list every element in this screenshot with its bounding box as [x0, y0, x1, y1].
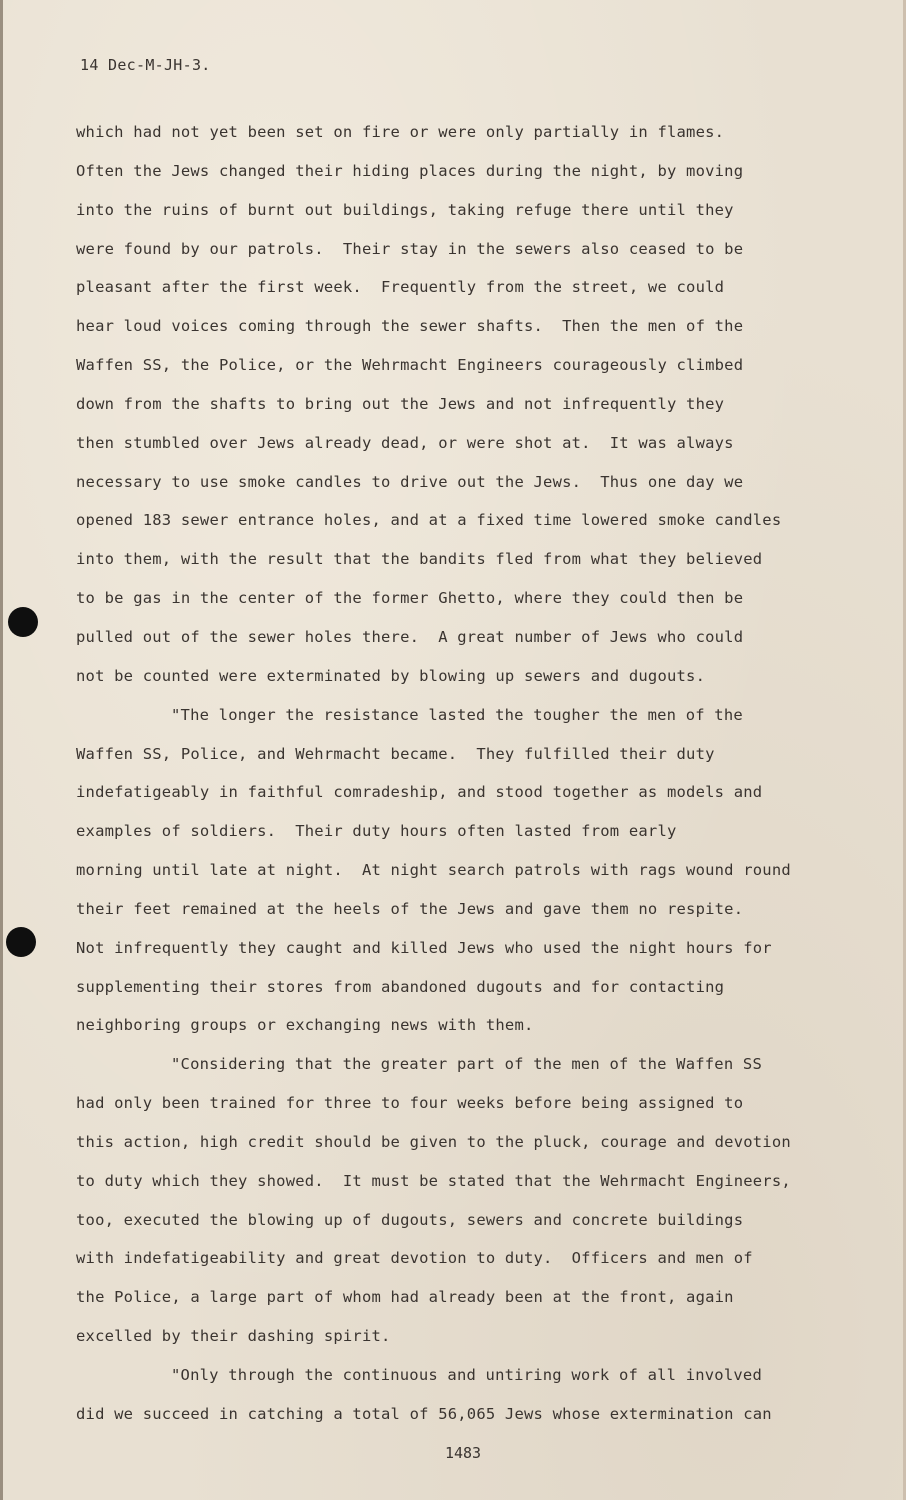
typed-body-text — [76, 113, 836, 1434]
text-line: hear loud voices coming through the sewer shafts. Then the men of the — [76, 317, 744, 336]
paragraph-start-line: "Only through the continuous and untiring work of all involved — [171, 1366, 762, 1384]
text-line: indefatigeably in faithful comradeship, and stood together as models and — [76, 783, 763, 802]
text-line: had only been trained for three to four weeks before being assigned to — [76, 1094, 744, 1113]
text-line: down from the shafts to bring out the Jews and not infrequently they — [76, 394, 725, 413]
text-line: examples of soldiers. Their duty hours often lasted from early — [76, 822, 677, 841]
document-reference-header: 14 Dec-M-JH-3. — [80, 56, 211, 74]
text-line: did we succeed in catching a total of 56,065 Jews whose extermination can — [76, 1404, 772, 1423]
page-number: 1483 — [444, 1444, 482, 1462]
text-line: excelled by their dashing spirit. — [76, 1327, 391, 1346]
text-line: neighboring groups or exchanging news with them. — [76, 1016, 534, 1035]
text-line: Not infrequently they caught and killed Jews who used the night hours for — [76, 938, 772, 957]
text-line: morning until late at night. At night search patrols with rags wound round — [76, 861, 791, 880]
text-line: into the ruins of burnt out buildings, taking refuge there until they — [76, 200, 734, 219]
text-line: the Police, a large part of whom had already been at the front, again — [76, 1288, 734, 1307]
text-line: Often the Jews changed their hiding places during the night, by moving — [76, 161, 744, 180]
text-line: Waffen SS, Police, and Wehrmacht became. They fulfilled their duty — [76, 744, 715, 763]
text-line: their feet remained at the heels of the Jews and gave them no respite. — [76, 899, 744, 918]
text-line: to duty which they showed. It must be stated that the Wehrmacht Engineers, — [76, 1171, 791, 1190]
page-left-edge — [0, 0, 3, 1500]
text-line: pleasant after the first week. Frequently from the street, we could — [76, 278, 725, 297]
text-line: Waffen SS, the Police, or the Wehrmacht Engineers courageously climbed — [76, 356, 744, 375]
text-line: to be gas in the center of the former Ghetto, where they could then be — [76, 589, 744, 608]
text-line: this action, high credit should be given to the pluck, courage and devotion — [76, 1132, 791, 1151]
text-line: then stumbled over Jews already dead, or were shot at. It was always — [76, 433, 734, 452]
text-line: with indefatigeability and great devotion to duty. Officers and men of — [76, 1249, 753, 1268]
paragraph-start-line: "The longer the resistance lasted the tougher the men of the — [171, 705, 743, 724]
text-line: pulled out of the sewer holes there. A great number of Jews who could — [76, 627, 744, 646]
text-line: too, executed the blowing up of dugouts, sewers and concrete buildings — [76, 1210, 744, 1229]
punch-hole-top — [8, 607, 38, 637]
text-line: which had not yet been set on fire or were only partially in flames. — [76, 123, 725, 141]
punch-hole-bottom — [6, 927, 36, 957]
paragraph-start-line: "Considering that the greater part of the men of the Waffen SS — [171, 1055, 762, 1074]
text-line: necessary to use smoke candles to drive out the Jews. Thus one day we — [76, 472, 744, 491]
text-line: were found by our patrols. Their stay in the sewers also ceased to be — [76, 239, 744, 258]
text-line: into them, with the result that the bandits fled from what they believed — [76, 550, 763, 569]
text-line: opened 183 sewer entrance holes, and at a fixed time lowered smoke candles — [76, 511, 782, 530]
text-line: supplementing their stores from abandoned dugouts and for contacting — [76, 977, 725, 996]
text-line: not be counted were exterminated by blowing up sewers and dugouts. — [76, 666, 706, 685]
